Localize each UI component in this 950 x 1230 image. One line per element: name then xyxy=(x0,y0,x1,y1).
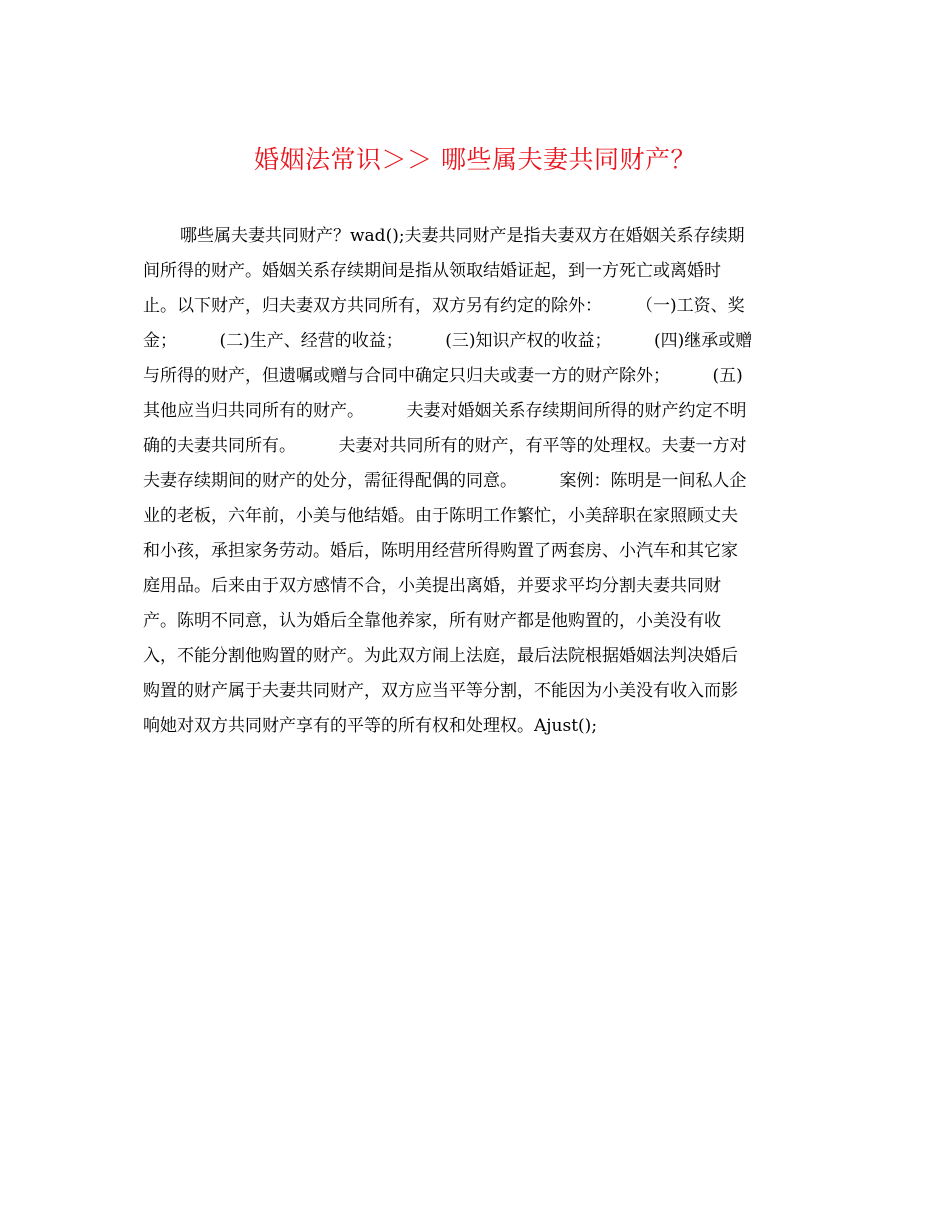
body-line: 庭用品。后来由于双方感情不合，小美提出离婚，并要求平均分割夫妻共同财 xyxy=(143,576,721,596)
document-title: 婚姻法常识＞＞ 哪些属夫妻共同财产？ xyxy=(254,145,696,174)
body-line: 购置的财产属于夫妻共同财产，双方应当平等分割，不能因为小美没有收入而影 xyxy=(143,681,738,701)
body-line: 业的老板，六年前，小美与他结婚。由于陈明工作繁忙，小美辞职在家照顾丈夫 xyxy=(143,506,738,526)
body-line: 金； (二)生产、经营的收益； (三)知识产权的收益； (四)继承或赠 xyxy=(143,331,753,351)
body-line: 间所得的财产。婚姻关系存续期间是指从领取结婚证起，到一方死亡或离婚时 xyxy=(143,261,721,281)
body-line: 哪些属夫妻共同财产？wad();夫妻共同财产是指夫妻双方在婚姻关系存续期 xyxy=(180,226,745,246)
body-line: 入，不能分割他购置的财产。为此双方闹上法庭，最后法院根据婚姻法判决婚后 xyxy=(143,646,738,666)
document-body xyxy=(143,219,803,744)
body-line: 其他应当归共同所有的财产。 夫妻对婚姻关系存续期间所得的财产约定不明 xyxy=(143,401,747,421)
body-line: 夫妻存续期间的财产的处分，需征得配偶的同意。 案例：陈明是一间私人企 xyxy=(143,471,747,491)
body-line: 确的夫妻共同所有。 夫妻对共同所有的财产，有平等的处理权。夫妻一方对 xyxy=(143,436,747,456)
body-line: 与所得的财产，但遗嘱或赠与合同中确定只归夫或妻一方的财产除外； (五) xyxy=(143,366,743,386)
body-line: 响她对双方共同财产享有的平等的所有权和处理权。Ajust(); xyxy=(143,716,598,736)
body-line: 止。以下财产，归夫妻双方共同所有，双方另有约定的除外： （一)工资、奖 xyxy=(143,296,745,316)
body-line: 和小孩，承担家务劳动。婚后，陈明用经营所得购置了两套房、小汽车和其它家 xyxy=(143,541,738,561)
body-line: 产。陈明不同意，认为婚后全靠他养家，所有财产都是他购置的，小美没有收 xyxy=(143,611,721,631)
